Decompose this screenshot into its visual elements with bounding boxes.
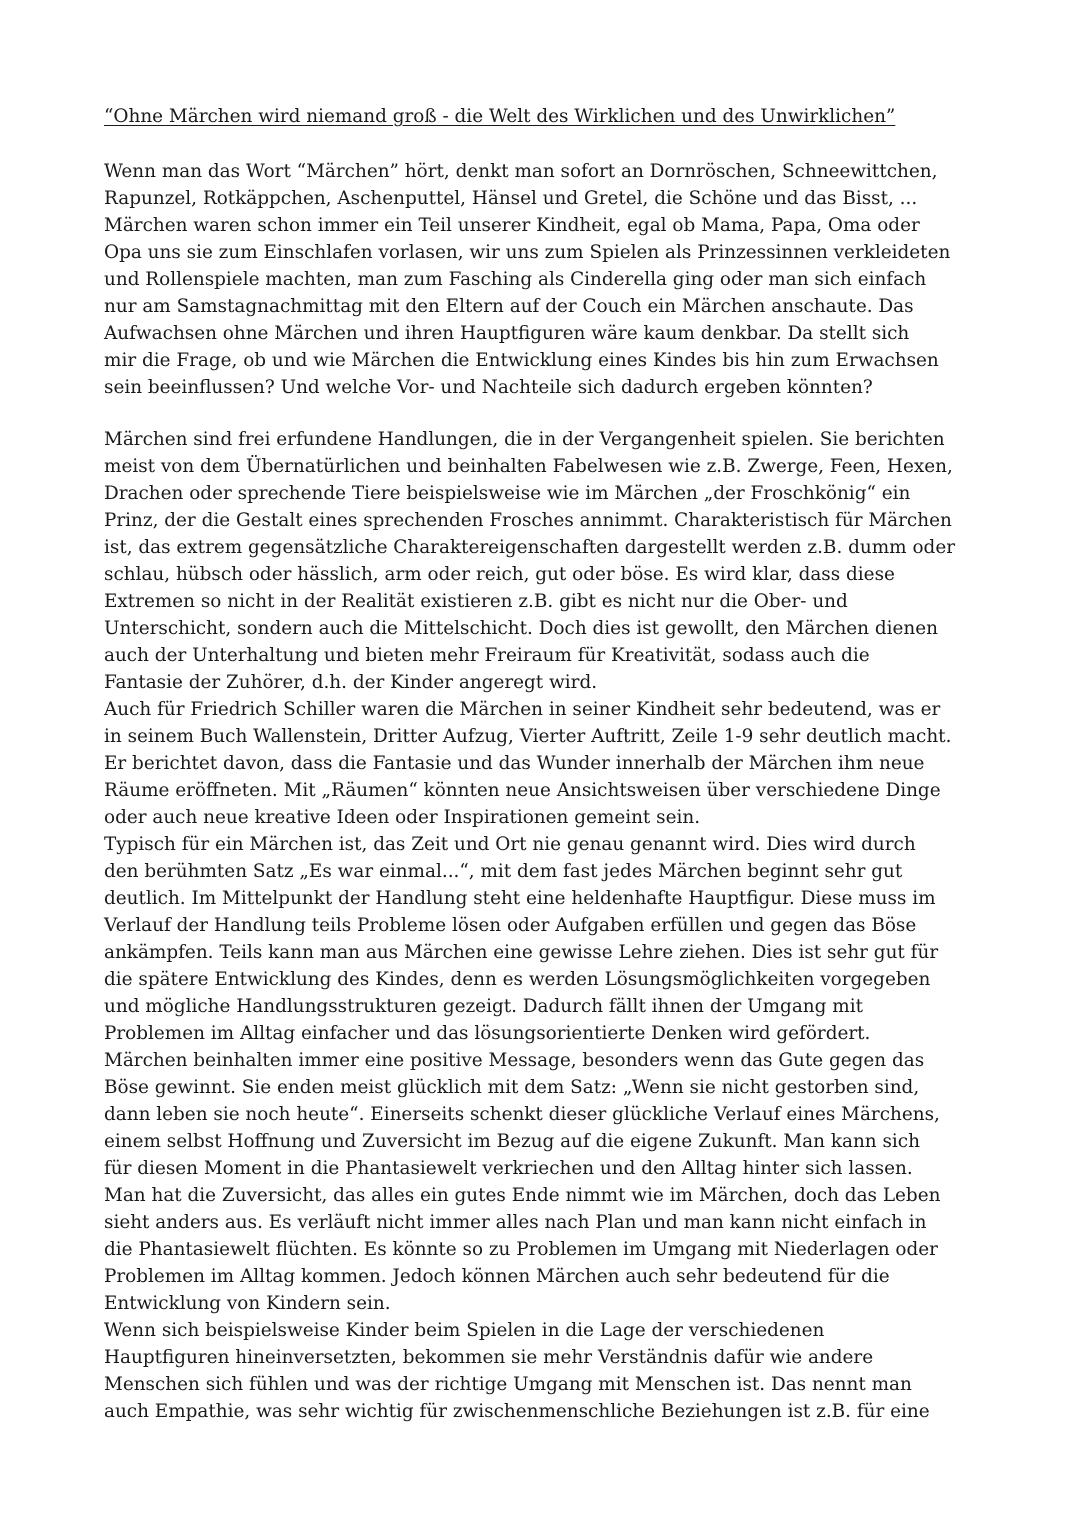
text-line: Aufwachsen ohne Märchen und ihren Hauptfiguren wäre kaum denkbar. Da stellt sich [104,323,910,344]
text-line: Menschen sich fühlen und was der richtige Umgang mit Menschen ist. Das nennt man [104,1374,912,1395]
text-line: auch der Unterhaltung und bieten mehr Freiraum für Kreativität, sodass auch die [104,645,870,666]
text-line: mir die Frage, ob und wie Märchen die Entwicklung eines Kindes bis hin zum Erwachsen [104,350,939,371]
text-line: Räume eröffneten. Mit „Räumen“ könnten neue Ansichtsweisen über verschiedene Dinge [104,780,941,801]
document-title: “Ohne Märchen wird niemand groß - die Welt des Wirklichen und des Unwirklichen” [104,106,896,127]
text-line: sieht anders aus. Es verläuft nicht immer alles nach Plan und man kann nicht einfach in [104,1212,927,1233]
text-line: Märchen beinhalten immer eine positive Message, besonders wenn das Gute gegen das [104,1050,925,1071]
text-line: Opa uns sie zum Einschlafen vorlasen, wir uns zum Spielen als Prinzessinnen verkleideten [104,242,951,263]
text-line: und mögliche Handlungsstrukturen gezeigt. Dadurch fällt ihnen der Umgang mit [104,996,863,1017]
text-line: dann leben sie noch heute“. Einerseits schenkt dieser glückliche Verlauf eines Märchens, [104,1104,940,1125]
text-line: deutlich. Im Mittelpunkt der Handlung steht eine heldenhafte Hauptfigur. Diese muss im [104,888,936,909]
text-line: Entwicklung von Kindern sein. [104,1293,391,1314]
text-line: Rapunzel, Rotkäppchen, Aschenputtel, Hänsel und Gretel, die Schöne und das Bisst, ... [104,188,918,209]
text-line: Märchen waren schon immer ein Teil unserer Kindheit, egal ob Mama, Papa, Oma oder [104,215,920,236]
text-line: nur am Samstagnachmittag mit den Eltern auf der Couch ein Märchen anschaute. Das [104,296,914,317]
text-line: Fantasie der Zuhörer, d.h. der Kinder angeregt wird. [104,672,598,693]
paragraph-intro [104,158,950,401]
text-line: die spätere Entwicklung des Kindes, denn es werden Lösungsmöglichkeiten vorgegeben [104,969,931,990]
paragraph-body [104,426,955,1425]
text-line: Unterschicht, sondern auch die Mittelschicht. Doch dies ist gewollt, den Märchen dienen [104,618,938,639]
text-line: Wenn man das Wort “Märchen” hört, denkt man sofort an Dornröschen, Schneewittchen, [104,161,938,182]
text-line: und Rollenspiele machten, man zum Fasching als Cinderella ging oder man sich einfach [104,269,927,290]
text-line: Märchen sind frei erfundene Handlungen, die in der Vergangenheit spielen. Sie berichten [104,429,945,450]
text-line: Problemen im Alltag kommen. Jedoch können Märchen auch sehr bedeutend für die [104,1266,890,1287]
text-line: Er berichtet davon, dass die Fantasie und das Wunder innerhalb der Märchen ihm neue [104,753,925,774]
text-line: Böse gewinnt. Sie enden meist glücklich mit dem Satz: „Wenn sie nicht gestorben sind, [104,1077,920,1098]
text-line: sein beeinflussen? Und welche Vor- und Nachteile sich dadurch ergeben könnten? [104,377,873,398]
text-line: Problemen im Alltag einfacher und das lösungsorientierte Denken wird gefördert. [104,1023,871,1044]
text-line: schlau, hübsch oder hässlich, arm oder reich, gut oder böse. Es wird klar, dass diese [104,564,895,585]
text-line: ankämpfen. Teils kann man aus Märchen eine gewisse Lehre ziehen. Dies ist sehr gut für [104,942,939,963]
text-line: einem selbst Hoffnung und Zuversicht im Bezug auf die eigene Zukunft. Man kann sich [104,1131,920,1152]
text-line: ist, das extrem gegensätzliche Charaktereigenschaften dargestellt werden z.B. dumm oder [104,537,955,558]
text-line: die Phantasiewelt flüchten. Es könnte so zu Problemen im Umgang mit Niederlagen oder [104,1239,938,1260]
text-line: Prinz, der die Gestalt eines sprechenden Frosches annimmt. Charakteristisch für Märchen [104,510,952,531]
text-line: Typisch für ein Märchen ist, das Zeit und Ort nie genau genannt wird. Dies wird durch [104,834,916,855]
text-line: oder auch neue kreative Ideen oder Inspirationen gemeint sein. [104,807,701,828]
text-line: den berühmten Satz „Es war einmal...“, mit dem fast jedes Märchen beginnt sehr gut [104,861,903,882]
text-line: für diesen Moment in die Phantasiewelt verkriechen und den Alltag hinter sich lassen. [104,1158,913,1179]
text-line: Auch für Friedrich Schiller waren die Märchen in seiner Kindheit sehr bedeutend, was er [104,699,941,720]
text-line: in seinem Buch Wallenstein, Dritter Aufzug, Vierter Auftritt, Zeile 1-9 sehr deutlich macht. [104,726,952,747]
text-line: meist von dem Übernatürlichen und beinhalten Fabelwesen wie z.B. Zwerge, Feen, Hexen, [104,456,953,477]
text-line: Hauptfiguren hineinversetzten, bekommen sie mehr Verständnis dafür wie andere [104,1347,874,1368]
text-line: Drachen oder sprechende Tiere beispielsweise wie im Märchen „der Froschkönig“ ein [104,483,911,504]
text-line: Extremen so nicht in der Realität existieren z.B. gibt es nicht nur die Ober- und [104,591,848,612]
text-line: Wenn sich beispielsweise Kinder beim Spielen in die Lage der verschiedenen [104,1320,825,1341]
text-line: Verlauf der Handlung teils Probleme lösen oder Aufgaben erfüllen und gegen das Böse [104,915,917,936]
text-line: Man hat die Zuversicht, das alles ein gutes Ende nimmt wie im Märchen, doch das Leben [104,1185,941,1206]
text-line: auch Empathie, was sehr wichtig für zwischenmenschliche Beziehungen ist z.B. für eine [104,1401,930,1422]
